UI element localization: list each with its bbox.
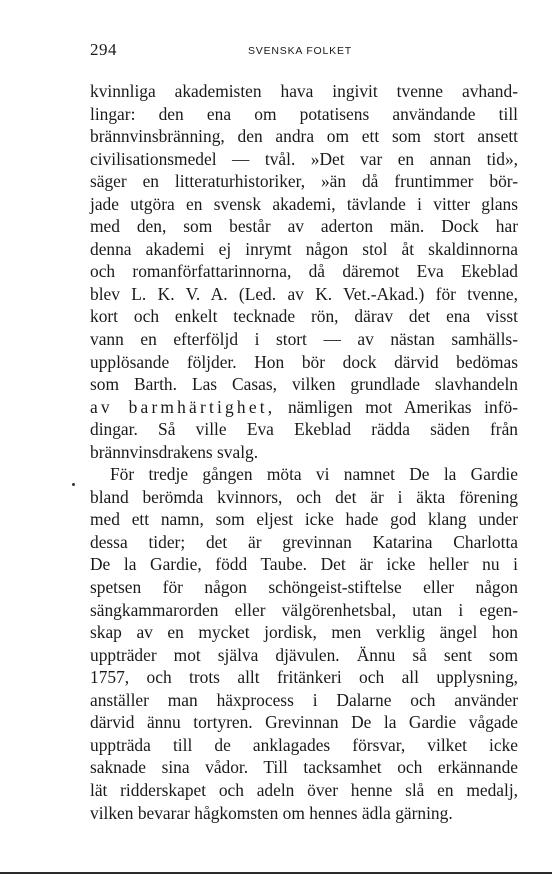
- page-header: [90, 40, 518, 64]
- paragraph-2: [90, 463, 518, 824]
- text-line: sängkammarorden eller välgörenhetsbal, utan i egen-: [90, 599, 518, 620]
- text-line: upplösande följder. Hon bör dock därvid bedömas: [90, 351, 518, 372]
- text-line: lät ridderskapet och adeln över henne slå en medalj,: [90, 779, 518, 800]
- text-line: säger en litteraturhistoriker, »än då fruntimmer bör-: [90, 171, 518, 192]
- text-line: denna akademi ej inrymt någon stol åt skaldinnorna: [90, 238, 518, 259]
- text-line: De la Gardie, född Taube. Det är icke heller nu i: [90, 554, 518, 575]
- text-line: med ett namn, som eljest icke hade god klang under: [90, 509, 518, 530]
- bottom-rule: [0, 872, 552, 874]
- text-line: med den, som består av aderton män. Dock har: [90, 216, 518, 237]
- text-line: För tredje gången möta vi namnet De la Gardie: [110, 464, 518, 485]
- text-line: kort och enkelt tecknade rön, därav det ena visst: [90, 306, 518, 327]
- text-line: lingar: den ena om potatisens användande till: [90, 103, 518, 124]
- margin-mark: [72, 483, 75, 486]
- text-line: kvinnliga akademisten hava ingivit tvenne avhand-: [90, 81, 518, 101]
- text-line: och romanförfattarinnorna, då däremot Eva Ekeblad: [90, 261, 518, 282]
- text-line: civilisationsmedel — tvål. »Det var en annan tid»,: [90, 148, 518, 169]
- spaced-emphasis: av barmhärtighet,: [90, 396, 276, 417]
- running-head: SVENSKA FOLKET: [248, 45, 352, 57]
- text-line: blev L. K. V. A. (Led. av K. Vet.-Akad.) för tvenne,: [90, 283, 518, 304]
- text-line: spetsen för någon schöngeist-stiftelse eller någon: [90, 577, 518, 598]
- text-line: jade utgöra en svensk akademi, tävlande i vitter glans: [90, 193, 518, 214]
- text-line: brännvinsbränning, den andra om ett som stort ansett: [90, 126, 518, 147]
- text-line: 1757, och trots allt fritänkeri och all upplysning,: [90, 667, 518, 688]
- text-line: skap av en mycket jordisk, men verklig ängel hon: [90, 622, 518, 643]
- text-line: som Barth. Las Casas, vilken grundlade slavhandeln: [90, 374, 518, 395]
- body-text: [90, 80, 518, 824]
- text-line: dessa tider; det är grevinnan Katarina Charlotta: [90, 531, 518, 552]
- text-line: bland berömda kvinnors, och det är i äkta förening: [90, 486, 518, 507]
- text-line: därvid ännu tortyren. Grevinnan De la Gardie vågade: [90, 712, 518, 733]
- paragraph-1: [90, 80, 518, 463]
- text-line: saknade sina vådor. Till tacksamhet och erkännande: [90, 757, 518, 778]
- text-fragment: nämligen mot Amerikas infö-: [275, 396, 518, 417]
- text-line: brännvinsdrakens svalg.: [90, 441, 259, 462]
- page-number: 294: [90, 40, 117, 59]
- text-line: anställer man häxprocess i Dalarne och använder: [90, 689, 518, 710]
- text-line: uppträda till de anklagades försvar, vilket icke: [90, 734, 518, 755]
- text-line: vilken bevarar hågkomsten om hennes ädla gärning.: [90, 802, 453, 823]
- text-line: vann en efterföljd i stort — av nästan samhälls-: [90, 329, 518, 350]
- text-line: uppträder mot själva djävulen. Ännu så sent som: [90, 644, 518, 665]
- text-line: [90, 396, 518, 419]
- text-line: dingar. Så ville Eva Ekeblad rädda säden från: [90, 419, 518, 440]
